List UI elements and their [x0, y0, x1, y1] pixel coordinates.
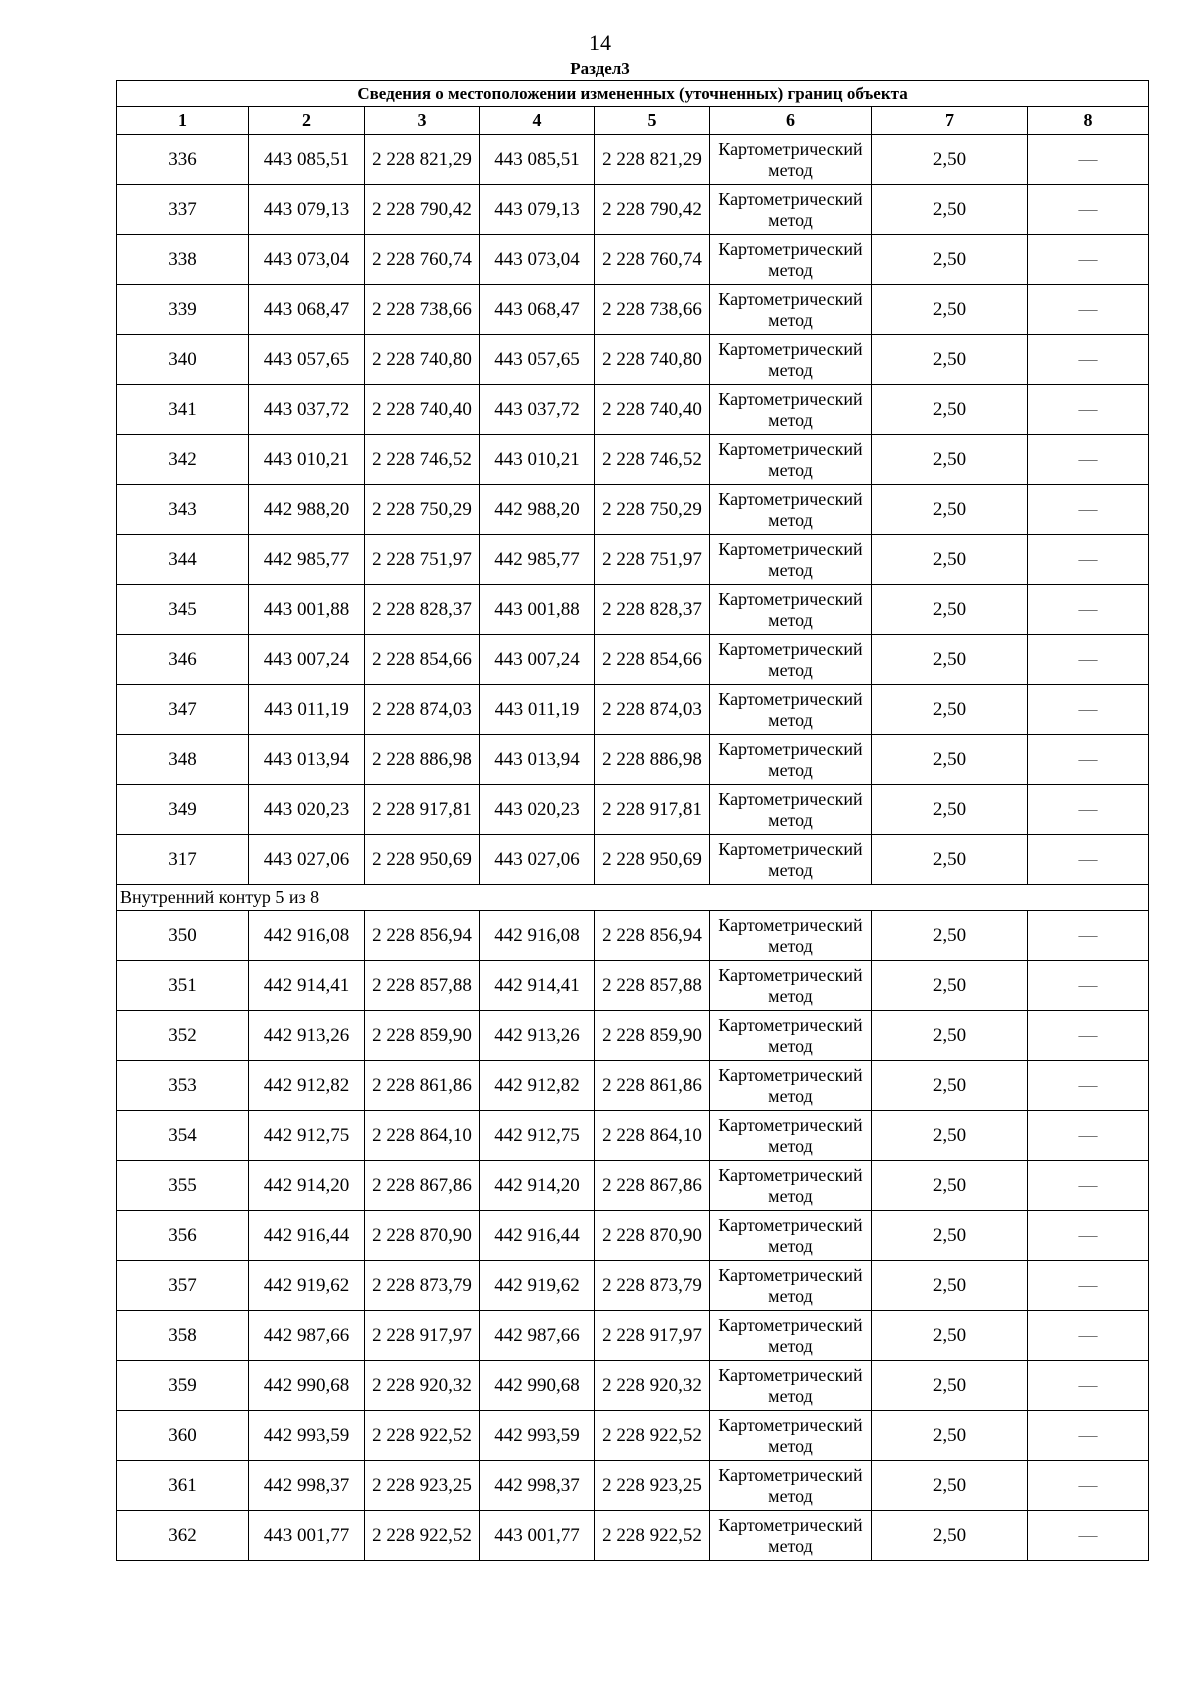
- x-coordinate-new-cell: 443 068,47: [480, 285, 595, 335]
- y-coordinate-new-cell: 2 228 922,52: [595, 1411, 710, 1461]
- x-coordinate-old-cell: 442 985,77: [249, 535, 365, 585]
- accuracy-cell: 2,50: [872, 1411, 1028, 1461]
- y-coordinate-old-cell: 2 228 922,52: [365, 1511, 480, 1561]
- point-number-cell: 342: [117, 435, 249, 485]
- y-coordinate-new-cell: 2 228 859,90: [595, 1011, 710, 1061]
- y-coordinate-new-cell: 2 228 917,81: [595, 785, 710, 835]
- note-cell: —: [1028, 735, 1149, 785]
- x-coordinate-new-cell: 443 001,88: [480, 585, 595, 635]
- accuracy-cell: 2,50: [872, 435, 1028, 485]
- accuracy-cell: 2,50: [872, 1311, 1028, 1361]
- accuracy-cell: 2,50: [872, 285, 1028, 335]
- x-coordinate-old-cell: 442 914,20: [249, 1161, 365, 1211]
- x-coordinate-old-cell: 443 027,06: [249, 835, 365, 885]
- table-caption-row: [117, 81, 1149, 107]
- accuracy-cell: 2,50: [872, 1511, 1028, 1561]
- accuracy-cell: 2,50: [872, 1061, 1028, 1111]
- x-coordinate-old-cell: 443 013,94: [249, 735, 365, 785]
- table-row: [117, 1311, 1149, 1361]
- table-caption: Сведения о местоположении измененных (уточненных) границ объекта: [117, 81, 1149, 107]
- x-coordinate-old-cell: 442 916,44: [249, 1211, 365, 1261]
- x-coordinate-new-cell: 442 985,77: [480, 535, 595, 585]
- point-number-cell: 339: [117, 285, 249, 335]
- accuracy-cell: 2,50: [872, 235, 1028, 285]
- table-row: [117, 1361, 1149, 1411]
- note-cell: —: [1028, 285, 1149, 335]
- contour-row: [117, 885, 1149, 911]
- y-coordinate-old-cell: 2 228 874,03: [365, 685, 480, 735]
- y-coordinate-old-cell: 2 228 828,37: [365, 585, 480, 635]
- y-coordinate-old-cell: 2 228 821,29: [365, 135, 480, 185]
- x-coordinate-old-cell: 442 912,75: [249, 1111, 365, 1161]
- method-cell: Картометрический метод: [710, 1411, 872, 1461]
- note-cell: —: [1028, 535, 1149, 585]
- method-cell: Картометрический метод: [710, 535, 872, 585]
- method-cell: Картометрический метод: [710, 785, 872, 835]
- y-coordinate-new-cell: 2 228 821,29: [595, 135, 710, 185]
- y-coordinate-old-cell: 2 228 738,66: [365, 285, 480, 335]
- x-coordinate-new-cell: 443 010,21: [480, 435, 595, 485]
- x-coordinate-old-cell: 442 913,26: [249, 1011, 365, 1061]
- table-row: [117, 1461, 1149, 1511]
- y-coordinate-new-cell: 2 228 857,88: [595, 961, 710, 1011]
- accuracy-cell: 2,50: [872, 1361, 1028, 1411]
- point-number-cell: 317: [117, 835, 249, 885]
- y-coordinate-old-cell: 2 228 790,42: [365, 185, 480, 235]
- x-coordinate-new-cell: 442 988,20: [480, 485, 595, 535]
- method-cell: Картометрический метод: [710, 635, 872, 685]
- note-cell: —: [1028, 1361, 1149, 1411]
- y-coordinate-new-cell: 2 228 854,66: [595, 635, 710, 685]
- method-cell: Картометрический метод: [710, 135, 872, 185]
- method-cell: Картометрический метод: [710, 585, 872, 635]
- y-coordinate-old-cell: 2 228 740,40: [365, 385, 480, 435]
- table-row: [117, 485, 1149, 535]
- y-coordinate-old-cell: 2 228 746,52: [365, 435, 480, 485]
- table-row: [117, 1211, 1149, 1261]
- y-coordinate-old-cell: 2 228 867,86: [365, 1161, 480, 1211]
- accuracy-cell: 2,50: [872, 685, 1028, 735]
- point-number-cell: 338: [117, 235, 249, 285]
- accuracy-cell: 2,50: [872, 185, 1028, 235]
- method-cell: Картометрический метод: [710, 285, 872, 335]
- section-title: Раздел3: [570, 59, 630, 78]
- point-number-cell: 347: [117, 685, 249, 735]
- accuracy-cell: 2,50: [872, 535, 1028, 585]
- x-coordinate-old-cell: 443 057,65: [249, 335, 365, 385]
- table-row: [117, 911, 1149, 961]
- accuracy-cell: 2,50: [872, 911, 1028, 961]
- y-coordinate-old-cell: 2 228 750,29: [365, 485, 480, 535]
- accuracy-cell: 2,50: [872, 1161, 1028, 1211]
- y-coordinate-old-cell: 2 228 760,74: [365, 235, 480, 285]
- y-coordinate-new-cell: 2 228 917,97: [595, 1311, 710, 1361]
- y-coordinate-old-cell: 2 228 864,10: [365, 1111, 480, 1161]
- y-coordinate-old-cell: 2 228 923,25: [365, 1461, 480, 1511]
- x-coordinate-old-cell: 443 037,72: [249, 385, 365, 435]
- accuracy-cell: 2,50: [872, 1211, 1028, 1261]
- x-coordinate-old-cell: 443 085,51: [249, 135, 365, 185]
- x-coordinate-old-cell: 443 010,21: [249, 435, 365, 485]
- point-number-cell: 350: [117, 911, 249, 961]
- y-coordinate-old-cell: 2 228 917,81: [365, 785, 480, 835]
- point-number-cell: 345: [117, 585, 249, 635]
- y-coordinate-new-cell: 2 228 950,69: [595, 835, 710, 885]
- y-coordinate-old-cell: 2 228 922,52: [365, 1411, 480, 1461]
- x-coordinate-old-cell: 443 020,23: [249, 785, 365, 835]
- x-coordinate-old-cell: 442 912,82: [249, 1061, 365, 1111]
- x-coordinate-new-cell: 442 912,75: [480, 1111, 595, 1161]
- table-row: [117, 685, 1149, 735]
- x-coordinate-old-cell: 442 988,20: [249, 485, 365, 535]
- x-coordinate-new-cell: 442 916,08: [480, 911, 595, 961]
- note-cell: —: [1028, 911, 1149, 961]
- page-number: 14: [589, 30, 611, 55]
- method-cell: Картометрический метод: [710, 1111, 872, 1161]
- x-coordinate-new-cell: 443 001,77: [480, 1511, 595, 1561]
- y-coordinate-old-cell: 2 228 950,69: [365, 835, 480, 885]
- accuracy-cell: 2,50: [872, 1261, 1028, 1311]
- point-number-cell: 361: [117, 1461, 249, 1511]
- method-cell: Картометрический метод: [710, 235, 872, 285]
- x-coordinate-old-cell: 442 914,41: [249, 961, 365, 1011]
- note-cell: —: [1028, 1511, 1149, 1561]
- point-number-cell: 343: [117, 485, 249, 535]
- table-row: [117, 1261, 1149, 1311]
- x-coordinate-old-cell: 442 990,68: [249, 1361, 365, 1411]
- column-number: 6: [710, 107, 872, 135]
- note-cell: —: [1028, 1311, 1149, 1361]
- method-cell: Картометрический метод: [710, 1461, 872, 1511]
- table-row: [117, 1161, 1149, 1211]
- note-cell: —: [1028, 961, 1149, 1011]
- y-coordinate-new-cell: 2 228 922,52: [595, 1511, 710, 1561]
- column-number: 8: [1028, 107, 1149, 135]
- note-cell: —: [1028, 1261, 1149, 1311]
- point-number-cell: 355: [117, 1161, 249, 1211]
- accuracy-cell: 2,50: [872, 635, 1028, 685]
- y-coordinate-new-cell: 2 228 790,42: [595, 185, 710, 235]
- coordinates-table: [116, 80, 1149, 1561]
- note-cell: —: [1028, 1461, 1149, 1511]
- column-number: 2: [249, 107, 365, 135]
- y-coordinate-new-cell: 2 228 874,03: [595, 685, 710, 735]
- y-coordinate-new-cell: 2 228 751,97: [595, 535, 710, 585]
- y-coordinate-old-cell: 2 228 920,32: [365, 1361, 480, 1411]
- x-coordinate-old-cell: 442 916,08: [249, 911, 365, 961]
- x-coordinate-old-cell: 442 987,66: [249, 1311, 365, 1361]
- table-row: [117, 1511, 1149, 1561]
- point-number-cell: 356: [117, 1211, 249, 1261]
- column-number: 3: [365, 107, 480, 135]
- x-coordinate-new-cell: 442 919,62: [480, 1261, 595, 1311]
- table-row: [117, 285, 1149, 335]
- accuracy-cell: 2,50: [872, 485, 1028, 535]
- accuracy-cell: 2,50: [872, 1011, 1028, 1061]
- method-cell: Картометрический метод: [710, 385, 872, 435]
- y-coordinate-old-cell: 2 228 740,80: [365, 335, 480, 385]
- method-cell: Картометрический метод: [710, 1161, 872, 1211]
- point-number-cell: 337: [117, 185, 249, 235]
- column-number-row: [117, 107, 1149, 135]
- table-row: [117, 1011, 1149, 1061]
- table-row: [117, 735, 1149, 785]
- note-cell: —: [1028, 835, 1149, 885]
- note-cell: —: [1028, 335, 1149, 385]
- x-coordinate-new-cell: 442 993,59: [480, 1411, 595, 1461]
- point-number-cell: 358: [117, 1311, 249, 1361]
- accuracy-cell: 2,50: [872, 385, 1028, 435]
- x-coordinate-new-cell: 443 085,51: [480, 135, 595, 185]
- point-number-cell: 362: [117, 1511, 249, 1561]
- table-row: [117, 1411, 1149, 1461]
- y-coordinate-old-cell: 2 228 870,90: [365, 1211, 480, 1261]
- table-row: [117, 1061, 1149, 1111]
- x-coordinate-old-cell: 442 919,62: [249, 1261, 365, 1311]
- y-coordinate-old-cell: 2 228 856,94: [365, 911, 480, 961]
- table-row: [117, 835, 1149, 885]
- y-coordinate-old-cell: 2 228 859,90: [365, 1011, 480, 1061]
- point-number-cell: 340: [117, 335, 249, 385]
- table-row: [117, 435, 1149, 485]
- x-coordinate-new-cell: 443 079,13: [480, 185, 595, 235]
- x-coordinate-old-cell: 443 001,77: [249, 1511, 365, 1561]
- x-coordinate-new-cell: 443 057,65: [480, 335, 595, 385]
- x-coordinate-new-cell: 443 011,19: [480, 685, 595, 735]
- y-coordinate-new-cell: 2 228 740,80: [595, 335, 710, 385]
- x-coordinate-new-cell: 442 990,68: [480, 1361, 595, 1411]
- method-cell: Картометрический метод: [710, 735, 872, 785]
- accuracy-cell: 2,50: [872, 835, 1028, 885]
- x-coordinate-old-cell: 443 068,47: [249, 285, 365, 335]
- note-cell: —: [1028, 185, 1149, 235]
- point-number-cell: 357: [117, 1261, 249, 1311]
- x-coordinate-old-cell: 442 993,59: [249, 1411, 365, 1461]
- y-coordinate-new-cell: 2 228 920,32: [595, 1361, 710, 1411]
- point-number-cell: 354: [117, 1111, 249, 1161]
- method-cell: Картометрический метод: [710, 435, 872, 485]
- table-row: [117, 385, 1149, 435]
- y-coordinate-old-cell: 2 228 917,97: [365, 1311, 480, 1361]
- method-cell: Картометрический метод: [710, 685, 872, 735]
- x-coordinate-old-cell: 442 998,37: [249, 1461, 365, 1511]
- x-coordinate-new-cell: 442 998,37: [480, 1461, 595, 1511]
- y-coordinate-new-cell: 2 228 750,29: [595, 485, 710, 535]
- method-cell: Картометрический метод: [710, 335, 872, 385]
- note-cell: —: [1028, 1111, 1149, 1161]
- note-cell: —: [1028, 785, 1149, 835]
- note-cell: —: [1028, 385, 1149, 435]
- method-cell: Картометрический метод: [710, 1311, 872, 1361]
- method-cell: Картометрический метод: [710, 485, 872, 535]
- point-number-cell: 352: [117, 1011, 249, 1061]
- method-cell: Картометрический метод: [710, 1361, 872, 1411]
- method-cell: Картометрический метод: [710, 1511, 872, 1561]
- y-coordinate-new-cell: 2 228 886,98: [595, 735, 710, 785]
- table-row: [117, 235, 1149, 285]
- point-number-cell: 336: [117, 135, 249, 185]
- accuracy-cell: 2,50: [872, 585, 1028, 635]
- accuracy-cell: 2,50: [872, 135, 1028, 185]
- x-coordinate-new-cell: 442 916,44: [480, 1211, 595, 1261]
- point-number-cell: 351: [117, 961, 249, 1011]
- method-cell: Картометрический метод: [710, 1061, 872, 1111]
- y-coordinate-new-cell: 2 228 746,52: [595, 435, 710, 485]
- column-number: 5: [595, 107, 710, 135]
- note-cell: —: [1028, 1161, 1149, 1211]
- x-coordinate-new-cell: 443 020,23: [480, 785, 595, 835]
- accuracy-cell: 2,50: [872, 961, 1028, 1011]
- method-cell: Картометрический метод: [710, 911, 872, 961]
- y-coordinate-new-cell: 2 228 867,86: [595, 1161, 710, 1211]
- y-coordinate-new-cell: 2 228 923,25: [595, 1461, 710, 1511]
- x-coordinate-new-cell: 443 037,72: [480, 385, 595, 435]
- column-number: 4: [480, 107, 595, 135]
- y-coordinate-new-cell: 2 228 740,40: [595, 385, 710, 435]
- x-coordinate-new-cell: 443 027,06: [480, 835, 595, 885]
- note-cell: —: [1028, 435, 1149, 485]
- accuracy-cell: 2,50: [872, 785, 1028, 835]
- y-coordinate-new-cell: 2 228 760,74: [595, 235, 710, 285]
- contour-label: Внутренний контур 5 из 8: [117, 885, 1149, 911]
- accuracy-cell: 2,50: [872, 335, 1028, 385]
- table-row: [117, 335, 1149, 385]
- y-coordinate-old-cell: 2 228 751,97: [365, 535, 480, 585]
- table-row: [117, 135, 1149, 185]
- y-coordinate-new-cell: 2 228 861,86: [595, 1061, 710, 1111]
- y-coordinate-new-cell: 2 228 873,79: [595, 1261, 710, 1311]
- point-number-cell: 360: [117, 1411, 249, 1461]
- note-cell: —: [1028, 135, 1149, 185]
- y-coordinate-new-cell: 2 228 828,37: [595, 585, 710, 635]
- x-coordinate-old-cell: 443 001,88: [249, 585, 365, 635]
- y-coordinate-new-cell: 2 228 870,90: [595, 1211, 710, 1261]
- x-coordinate-old-cell: 443 007,24: [249, 635, 365, 685]
- note-cell: —: [1028, 1061, 1149, 1111]
- column-number: 7: [872, 107, 1028, 135]
- point-number-cell: 346: [117, 635, 249, 685]
- table-row: [117, 1111, 1149, 1161]
- method-cell: Картометрический метод: [710, 1211, 872, 1261]
- note-cell: —: [1028, 235, 1149, 285]
- x-coordinate-new-cell: 442 913,26: [480, 1011, 595, 1061]
- accuracy-cell: 2,50: [872, 735, 1028, 785]
- x-coordinate-new-cell: 442 987,66: [480, 1311, 595, 1361]
- x-coordinate-old-cell: 443 079,13: [249, 185, 365, 235]
- x-coordinate-new-cell: 443 007,24: [480, 635, 595, 685]
- note-cell: —: [1028, 635, 1149, 685]
- x-coordinate-new-cell: 442 912,82: [480, 1061, 595, 1111]
- y-coordinate-old-cell: 2 228 873,79: [365, 1261, 480, 1311]
- table-row: [117, 535, 1149, 585]
- table-row: [117, 785, 1149, 835]
- table-row: [117, 185, 1149, 235]
- y-coordinate-old-cell: 2 228 886,98: [365, 735, 480, 785]
- method-cell: Картометрический метод: [710, 185, 872, 235]
- x-coordinate-new-cell: 442 914,41: [480, 961, 595, 1011]
- y-coordinate-new-cell: 2 228 738,66: [595, 285, 710, 335]
- accuracy-cell: 2,50: [872, 1111, 1028, 1161]
- y-coordinate-old-cell: 2 228 854,66: [365, 635, 480, 685]
- point-number-cell: 359: [117, 1361, 249, 1411]
- point-number-cell: 341: [117, 385, 249, 435]
- note-cell: —: [1028, 485, 1149, 535]
- method-cell: Картометрический метод: [710, 1011, 872, 1061]
- note-cell: —: [1028, 1211, 1149, 1261]
- x-coordinate-old-cell: 443 011,19: [249, 685, 365, 735]
- x-coordinate-new-cell: 443 013,94: [480, 735, 595, 785]
- point-number-cell: 344: [117, 535, 249, 585]
- method-cell: Картометрический метод: [710, 1261, 872, 1311]
- table-row: [117, 635, 1149, 685]
- table-row: [117, 961, 1149, 1011]
- note-cell: —: [1028, 1411, 1149, 1461]
- point-number-cell: 349: [117, 785, 249, 835]
- point-number-cell: 348: [117, 735, 249, 785]
- y-coordinate-new-cell: 2 228 864,10: [595, 1111, 710, 1161]
- x-coordinate-new-cell: 443 073,04: [480, 235, 595, 285]
- table-row: [117, 585, 1149, 635]
- column-number: 1: [117, 107, 249, 135]
- point-number-cell: 353: [117, 1061, 249, 1111]
- x-coordinate-new-cell: 442 914,20: [480, 1161, 595, 1211]
- method-cell: Картометрический метод: [710, 835, 872, 885]
- x-coordinate-old-cell: 443 073,04: [249, 235, 365, 285]
- y-coordinate-old-cell: 2 228 857,88: [365, 961, 480, 1011]
- note-cell: —: [1028, 685, 1149, 735]
- note-cell: —: [1028, 1011, 1149, 1061]
- y-coordinate-new-cell: 2 228 856,94: [595, 911, 710, 961]
- note-cell: —: [1028, 585, 1149, 635]
- accuracy-cell: 2,50: [872, 1461, 1028, 1511]
- method-cell: Картометрический метод: [710, 961, 872, 1011]
- y-coordinate-old-cell: 2 228 861,86: [365, 1061, 480, 1111]
